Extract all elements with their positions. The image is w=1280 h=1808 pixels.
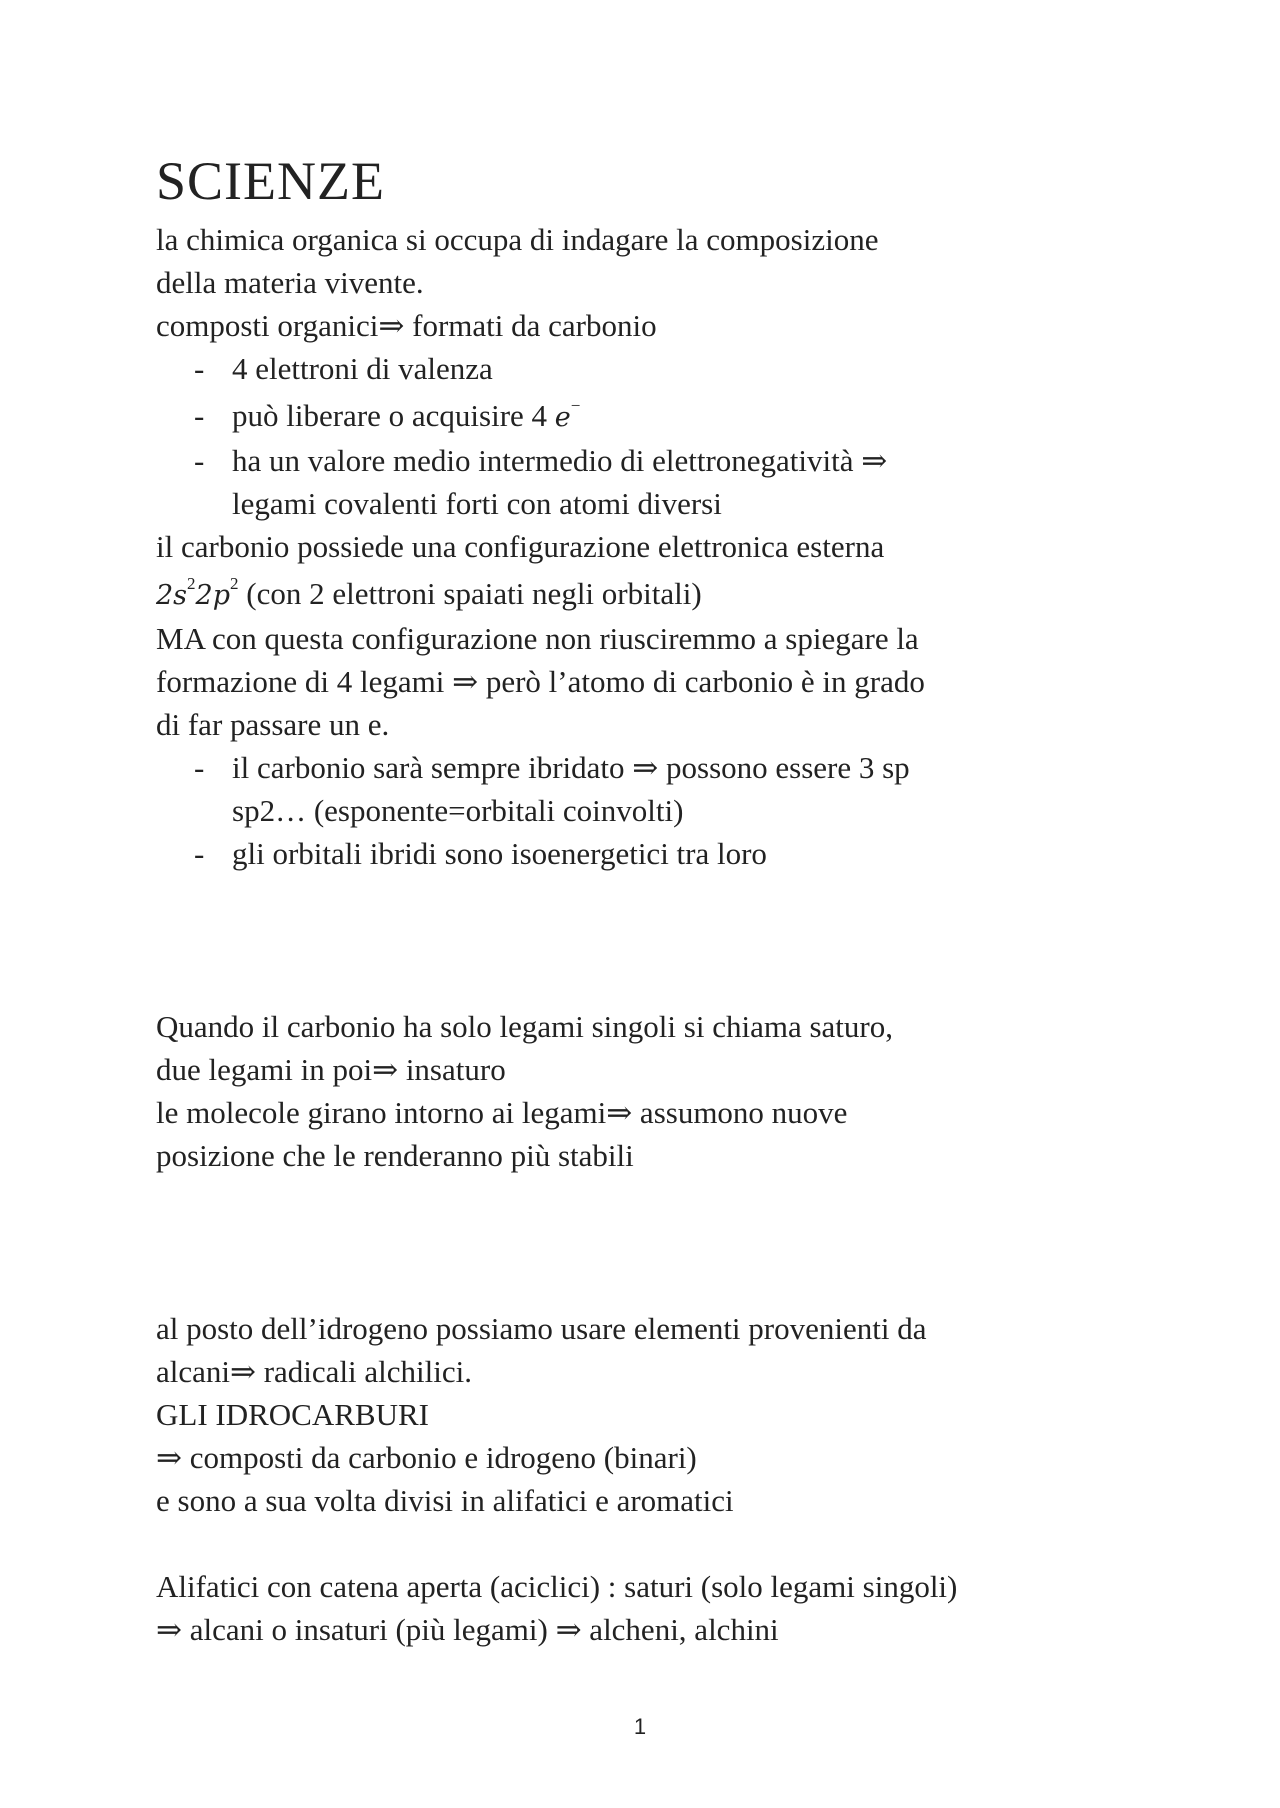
text-line: (con 2 elettroni spaiati negli orbitali) xyxy=(238,576,702,611)
list-item xyxy=(156,746,1156,832)
orbital-2p-superscript: 2 xyxy=(230,573,239,593)
list-item-text: gli orbitali ibridi sono isoenergetici tra loro xyxy=(232,836,767,871)
list-item-text: il carbonio sarà sempre ibridato ⇒ possono essere 3 sp xyxy=(232,750,910,785)
bullet-dash: - xyxy=(194,443,205,478)
bullet-dash: - xyxy=(194,398,205,433)
list-item xyxy=(156,832,1156,875)
list-item xyxy=(156,439,1156,525)
text-line: di far passare un e. xyxy=(156,707,390,742)
carbon-properties-list xyxy=(156,347,1156,525)
charge-superscript: − xyxy=(570,395,581,415)
text-line: la chimica organica si occupa di indagare la composizione xyxy=(156,222,879,257)
text-line: alcani⇒ radicali alchilici. xyxy=(156,1354,473,1389)
list-item xyxy=(156,394,1156,439)
text-line: ⇒ composti da carbonio e idrogeno (binari) xyxy=(156,1440,697,1475)
text-line: due legami in poi⇒ insaturo xyxy=(156,1052,506,1087)
orbital-2s-superscript: 2 xyxy=(187,573,196,593)
section-heading: GLI IDROCARBURI xyxy=(156,1397,429,1432)
orbital-2p: 2p xyxy=(195,580,231,611)
hybridization-list xyxy=(156,746,1156,875)
bullet-dash: - xyxy=(194,836,205,871)
list-item-text: 4 elettroni di valenza xyxy=(232,351,493,386)
list-item-text: può liberare o acquisire 4 xyxy=(232,398,555,433)
hydrocarbons-paragraph xyxy=(156,1307,1156,1522)
list-item-text: legami covalenti forti con atomi diversi xyxy=(232,486,722,521)
text-line: il carbonio possiede una configurazione elettronica esterna xyxy=(156,529,885,564)
text-line: al posto dell’idrogeno possiamo usare elementi provenienti da xyxy=(156,1311,927,1346)
text-line: composti organici⇒ formati da carbonio xyxy=(156,308,657,343)
configuration-paragraph xyxy=(156,525,1156,746)
document-page xyxy=(156,150,1156,1651)
electron-configuration-line xyxy=(156,572,1156,617)
list-item-text: sp2… (esponente=orbitali coinvolti) xyxy=(232,793,684,828)
text-line: ⇒ alcani o insaturi (più legami) ⇒ alcheni, alchini xyxy=(156,1612,779,1647)
text-line: e sono a sua volta divisi in alifatici e aromatici xyxy=(156,1483,734,1518)
aliphatic-paragraph xyxy=(156,1565,1156,1651)
list-item xyxy=(156,347,1156,390)
text-line: MA con questa configurazione non riusciremmo a spiegare la xyxy=(156,621,919,656)
bullet-dash: - xyxy=(194,750,205,785)
text-line: posizione che le renderanno più stabili xyxy=(156,1138,634,1173)
page-title: SCIENZE xyxy=(156,151,385,211)
text-line: Alifatici con catena aperta (aciclici) : saturi (solo legami singoli) xyxy=(156,1569,958,1604)
page-number: 1 xyxy=(633,1714,647,1739)
orbital-2s: 2s xyxy=(156,580,188,611)
list-item-text: ha un valore medio intermedio di elettronegatività ⇒ xyxy=(232,443,888,478)
text-line: Quando il carbonio ha solo legami singoli si chiama saturo, xyxy=(156,1009,893,1044)
electron-symbol: e xyxy=(554,402,571,433)
text-line: formazione di 4 legami ⇒ però l’atomo di carbonio è in grado xyxy=(156,664,925,699)
text-line: le molecole girano intorno ai legami⇒ assumono nuove xyxy=(156,1095,848,1130)
text-line: della materia vivente. xyxy=(156,265,424,300)
intro-paragraph xyxy=(156,218,1156,347)
bullet-dash: - xyxy=(194,351,205,386)
saturation-paragraph xyxy=(156,1005,1156,1177)
